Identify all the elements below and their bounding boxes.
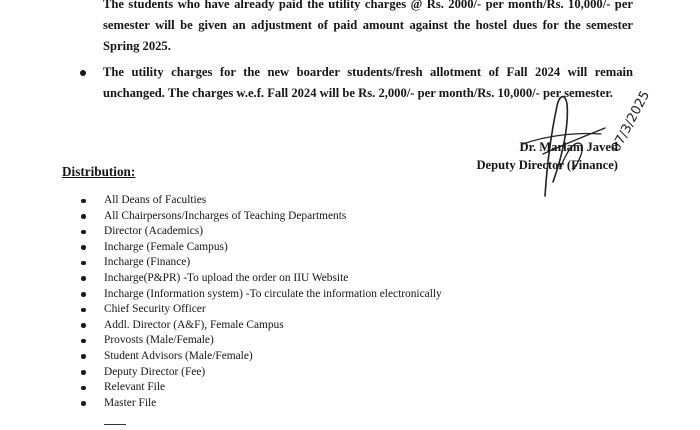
distribution-item-label: Incharge(P&PR) -To upload the order on IIU Website: [104, 271, 349, 284]
bullet-icon: [81, 370, 86, 375]
signature-block: [476, 138, 618, 174]
distribution-item-label: Addl. Director (A&F), Female Campus: [104, 318, 284, 331]
distribution-item-label: Master File: [104, 396, 157, 409]
bullet-icon: [81, 230, 86, 235]
bullet-icon: [81, 308, 86, 313]
signatory-name: Dr. Mariam Javed: [519, 140, 618, 154]
distribution-heading: Distribution:: [62, 164, 136, 179]
distribution-item-label: Director (Academics): [104, 225, 203, 238]
bullet-icon: [80, 70, 86, 76]
bullet-icon: [81, 245, 86, 250]
distribution-item-label: Relevant File: [104, 381, 166, 394]
bullet-icon: [81, 386, 86, 391]
bullet-icon: [81, 323, 86, 328]
bullet-icon: [81, 339, 86, 344]
bullet-icon: [81, 199, 86, 204]
distribution-item-label: Incharge (Female Campus): [104, 240, 228, 253]
bullet-icon: [81, 261, 86, 266]
bullet-icon: [81, 292, 86, 297]
distribution-item-label: Chief Security Officer: [104, 303, 206, 316]
distribution-item-label: Incharge (Information system) -To circulate the information electronically: [104, 287, 442, 300]
distribution-item-label: Incharge (Finance): [104, 256, 191, 269]
bullet-icon: [81, 401, 86, 406]
bullet-icon: [81, 354, 86, 359]
distribution-item-label: All Deans of Faculties: [104, 194, 207, 206]
handwritten-date-text: 07/3/2025: [608, 88, 654, 155]
signatory-designation: Deputy Director (Finance): [476, 158, 618, 172]
distribution-item-label: All Chairpersons/Incharges of Teaching Departments: [104, 209, 347, 222]
cutoff-text-fragment: [104, 424, 126, 427]
distribution-item-label: Deputy Director (Fee): [104, 365, 206, 378]
distribution-item-label: Provosts (Male/Female): [104, 334, 214, 347]
bullet-icon: [81, 276, 86, 281]
paragraph-paid-adjustment: The students who have already paid the utility charges @ Rs. 2000/- per month/Rs. 10,000/- per semester will be given an adjustment of paid amount against the hostel dues for the semester Spring 2025.: [103, 0, 633, 53]
bullet-icon: [81, 214, 86, 219]
paragraph-utility-unchanged: The utility charges for the new boarder students/fresh allotment of Fall 2024 will remain unchanged. The charges w.e.f. Fall 2024 will be Rs. 2,000/- per month/Rs. 10,000/- per semester.: [103, 65, 633, 100]
distribution-item-label: Student Advisors (Male/Female): [104, 349, 253, 362]
